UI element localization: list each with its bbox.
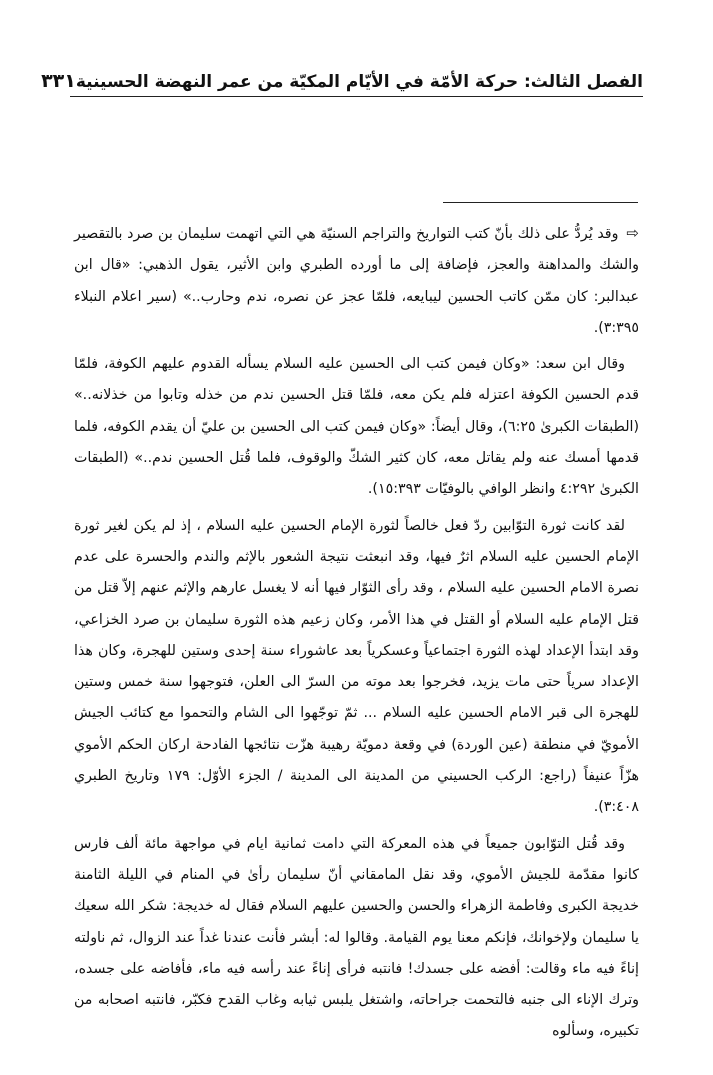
- footnote-paragraph: وقد قُتل التوّابون جميعاً في هذه المعركة التي دامت ثمانية ايام في مواجهة مائة ألف فارس كانوا مقدّمة للجيش الأموي، وقد نقل المامقاني أنّ سليمان رأىٰ في المنام في الليلة الثامنة خديجة الكبرى وفاطمة الزهراء والحسن والحسين عليهم السلام فقال له خديجة: شكر الله سعيك يا سليمان ولإخوانك، فإنكم معنا يوم القيامة. وقالوا له: أبشر فأنت عندنا غداً عند الزوال، ثم ناولته إناءً فيه ماء وقالت: أفضه على جسدك! فانتبه فرأى إناءً عند رأسه فيه ماء، فأفاضه على جسده، وترك الإناء الى جنبه فالتحمت جراحاته، واشتغل يلبس ثيابه وغاب القدح فكبّر، فانتبه اصحابه من تكبيره، وسألوه: [74, 835, 639, 1040]
- page-header: [41, 58, 643, 92]
- footnote-separator-rule: [443, 202, 638, 203]
- page-number: ٣٣١: [41, 70, 76, 92]
- header-rule: [70, 96, 643, 97]
- footnote-paragraph-text: وقد يُردُّ على ذلك بأنّ كتب التواريخ والتراجم السنيّة هي التي اتهمت سليمان بن صرد بالتقصير والشك والمداهنة والعجز، فإضافة إلى ما أورده الطبري وابن الأثير، يقول الذهبي: «قال ابن عبدالبر: كان ممّن كاتب الحسين ليبايعه، فلمّا عجز عن نصره، ندم وحارب..» (سير اعلام النبلاء ٣:٣٩٥).: [74, 226, 639, 336]
- arrow-continuation-icon: ⇨: [626, 224, 639, 242]
- footnote-paragraph: [74, 218, 639, 344]
- running-title: الفصل الثالث: حركة الأمّة في الأيّام المكيّة من عمر النهضة الحسينية: [75, 72, 643, 92]
- footnote-paragraph: لقد كانت ثورة التوّابين ردّ فعل خالصاً لثورة الإمام الحسين عليه السلام ، إذ لم يكن لغير ثورة الإمام الحسين عليه السلام اثرٌ فيها، وقد انبعثت نتيجة الشعور بالإثم والندم والحسرة على عدم نصرة الامام الحسين عليه السلام ، وقد رأى الثوّار فيها أنه لا يغسل عارهم والإثم عنهم إلاّ قتل من قتل الإمام عليه السلام أو القتل في هذا الأمر، وكان زعيم هذه الثورة سليمان بن صرد الخزاعي، وقد ابتدأ الإعداد لهذه الثورة اجتماعياً وعسكرياً بعد عاشوراء سنة إحدى وستين للهجرة، وكان هذا الإعداد سرياً حتى مات يزيد، فخرجوا بعد موته من السرّ الى العلن، فتوجهوا سنة خمس وستين للهجرة الى قبر الامام الحسين عليه السلام ... ثمّ توجّهوا الى الشام والتحموا مع كتائب الجيش الأمويّ في منطقة (عين الوردة) في وقعة دمويّة رهيبة هزّت نتائجها الفادحة اركان الحكم الأموي هزّاً عنيفاً (راجع: الركب الحسيني من المدينة الى المدينة / الجزء الأوّل: ١٧٩ وتاريخ الطبري ٣:٤٠٨).: [74, 517, 640, 816]
- footnote-text: [74, 218, 639, 1053]
- footnote-paragraph: وقال ابن سعد: «وكان فيمن كتب الى الحسين عليه السلام يسأله القدوم عليهم الكوفة، فلمّا قدم الحسين الكوفة اعتزله فلم يكن معه، فلمّا قتل الحسين ندم من خذله وتابوا من خذلانه..» (الطبقات الكبرىٰ ٦:٢٥)، وقال أيضاً: «وكان فيمن كتب الى الحسين بن عليّ أن يقدم الكوفه، فلما قدمها أمسك عنه ولم يقاتل معه، كان كثير الشكّ والوقوف، فلما قُتل الحسين ندم..» (الطبقات الكبرىٰ ٤:٢٩٢ وانظر الوافي بالوفيّات ١٥:٣٩٣).: [74, 356, 639, 498]
